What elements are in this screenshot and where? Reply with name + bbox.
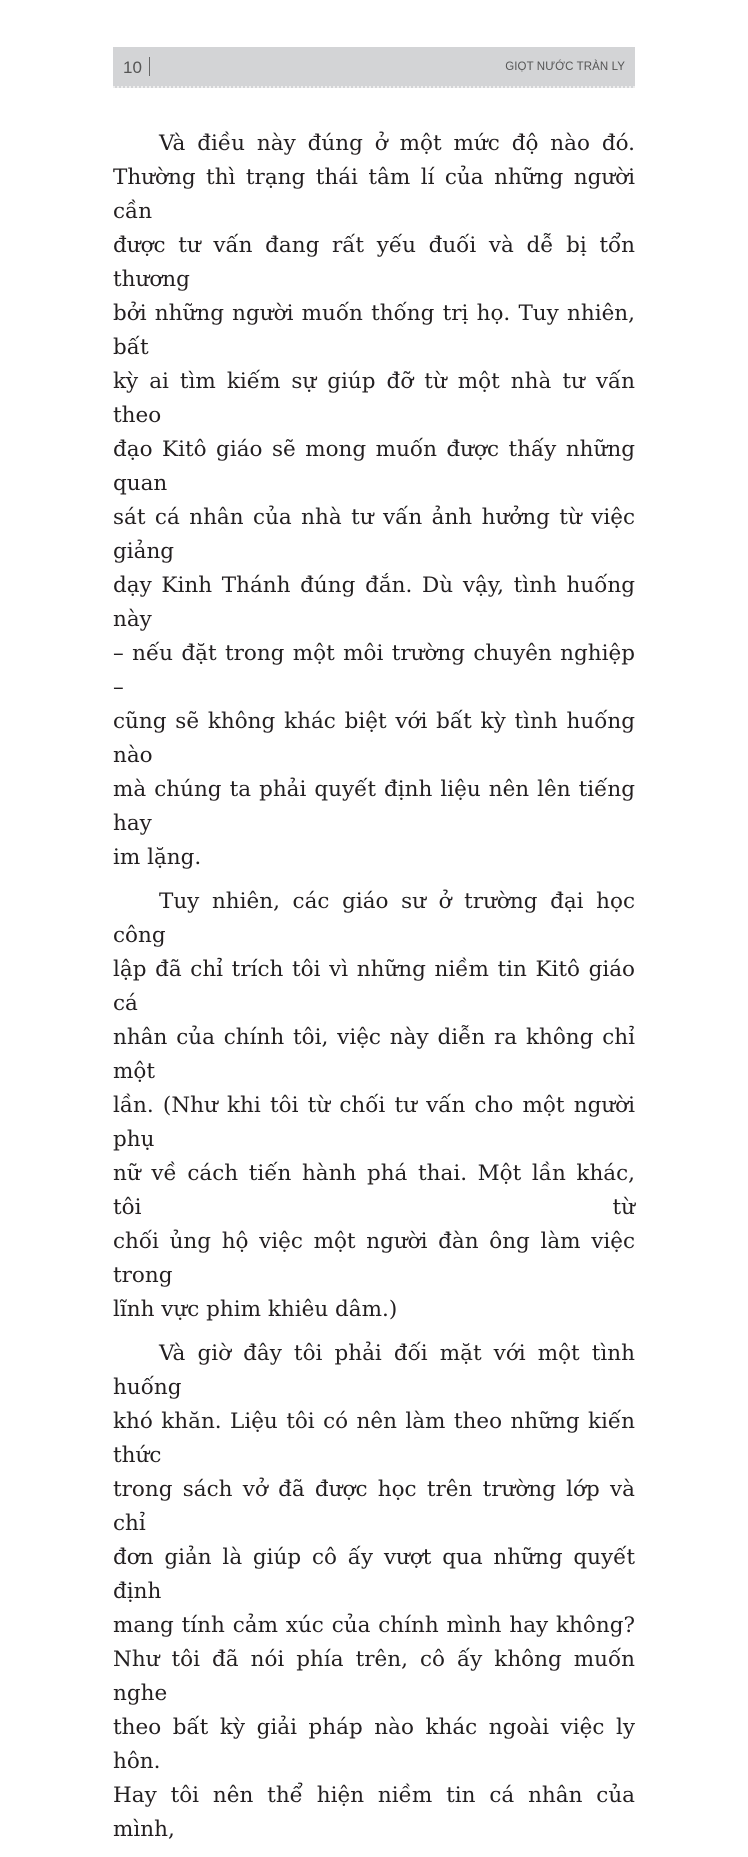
text-line: Tuy nhiên, các giáo sư ở trường đại học công bbox=[113, 889, 635, 948]
text-line: lần. (Như khi tôi từ chối tư vấn cho một người phụ bbox=[113, 1093, 635, 1152]
text-line: – nếu đặt trong một môi trường chuyên nghiệp – bbox=[113, 641, 635, 700]
running-header bbox=[113, 47, 635, 88]
text-line: đạo Kitô giáo sẽ mong muốn được thấy những quan bbox=[113, 437, 635, 496]
text-line: lập đã chỉ trích tôi vì những niềm tin Kitô giáo cá bbox=[113, 957, 635, 1016]
paragraph-2 bbox=[113, 885, 635, 1327]
text-line: nhân của chính tôi, việc này diễn ra không chỉ một bbox=[113, 1025, 635, 1084]
text-line: bởi những người muốn thống trị họ. Tuy nhiên, bất bbox=[113, 301, 635, 360]
paragraph-3 bbox=[113, 1337, 635, 1847]
page-number: 10 bbox=[123, 58, 142, 77]
paragraph-1 bbox=[113, 127, 635, 875]
text-line: im lặng. bbox=[113, 845, 202, 870]
body-text bbox=[113, 127, 635, 1857]
text-line: được tư vấn đang rất yếu đuối và dễ bị tổn thương bbox=[113, 233, 635, 292]
text-line: lĩnh vực phim khiêu dâm.) bbox=[113, 1297, 398, 1322]
text-line: khó khăn. Liệu tôi có nên làm theo những kiến thức bbox=[113, 1409, 635, 1468]
text-line: Và giờ đây tôi phải đối mặt với một tình huống bbox=[113, 1341, 635, 1400]
text-line: Như tôi đã nói phía trên, cô ấy không muốn nghe bbox=[113, 1647, 635, 1706]
text-line: Thường thì trạng thái tâm lí của những người cần bbox=[113, 165, 635, 224]
text-line: mà chúng ta phải quyết định liệu nên lên tiếng hay bbox=[113, 777, 635, 836]
text-line: kỳ ai tìm kiếm sự giúp đỡ từ một nhà tư vấn theo bbox=[113, 369, 635, 428]
text-line: cũng sẽ không khác biệt với bất kỳ tình huống nào bbox=[113, 709, 635, 768]
text-line: chối ủng hộ việc một người đàn ông làm việc trong bbox=[113, 1229, 635, 1288]
running-title: GIỌT NƯỚC TRÀN LY bbox=[505, 61, 625, 73]
text-line: mang tính cảm xúc của chính mình hay không? bbox=[113, 1613, 635, 1638]
text-line: sát cá nhân của nhà tư vấn ảnh hưởng từ việc giảng bbox=[113, 505, 635, 564]
text-line: theo bất kỳ giải pháp nào khác ngoài việc ly hôn. bbox=[113, 1715, 635, 1774]
text-line: đơn giản là giúp cô ấy vượt qua những quyết định bbox=[113, 1545, 635, 1604]
text-line: Và điều này đúng ở một mức độ nào đó. bbox=[159, 131, 635, 156]
text-line: nữ về cách tiến hành phá thai. Một lần khác, tôi từ bbox=[113, 1161, 635, 1220]
text-line: trong sách vở đã được học trên trường lớp và chỉ bbox=[113, 1477, 635, 1536]
header-separator bbox=[149, 57, 150, 76]
text-line: Hay tôi nên thể hiện niềm tin cá nhân của mình, bbox=[113, 1783, 635, 1842]
text-line: dạy Kinh Thánh đúng đắn. Dù vậy, tình huống này bbox=[113, 573, 635, 632]
